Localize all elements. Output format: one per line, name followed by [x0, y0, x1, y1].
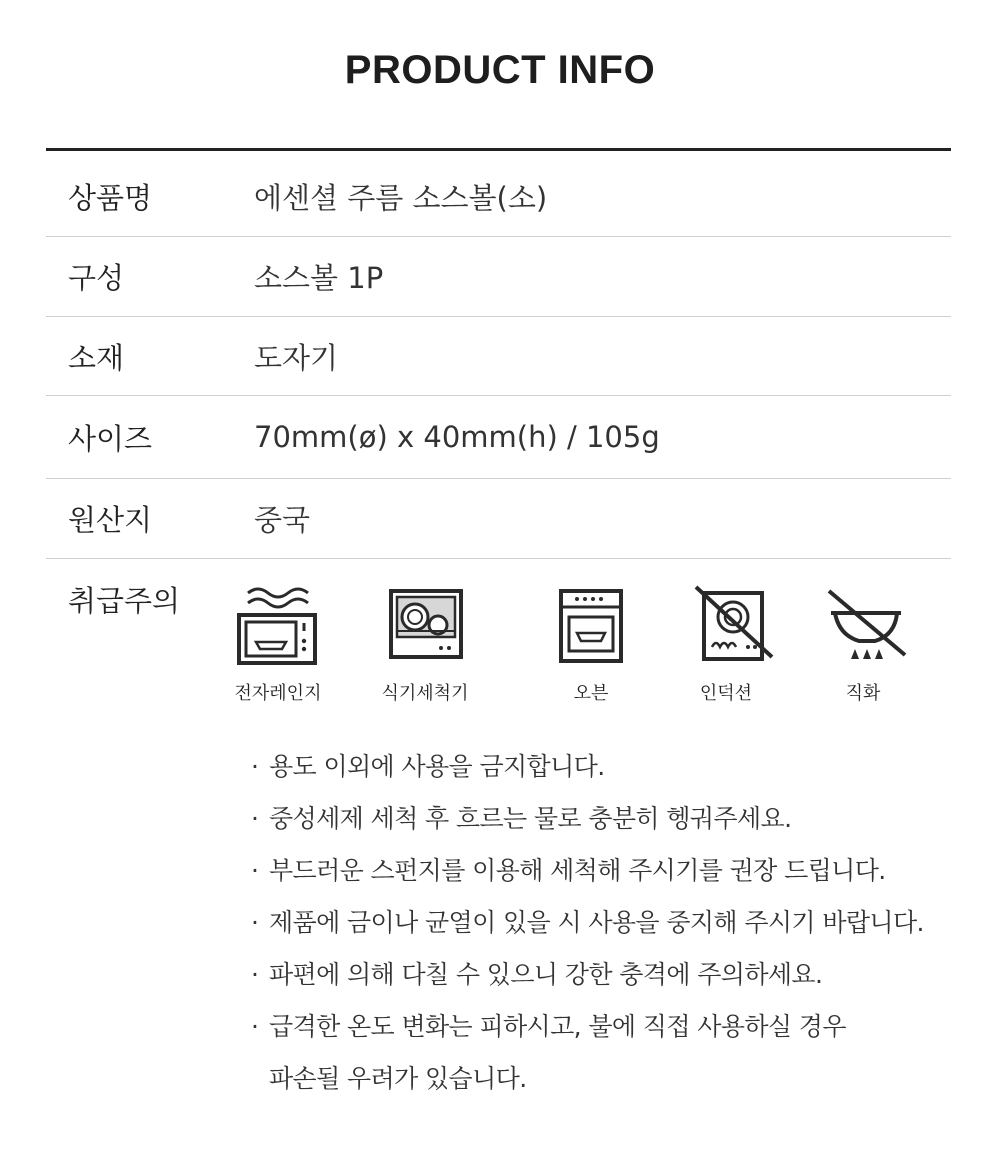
icon-direct-fire — [803, 585, 923, 705]
list-item: · 중성세제 세척 후 흐르는 물로 충분히 헹궈주세요. — [251, 793, 951, 845]
row-label: 원산지 — [68, 503, 153, 537]
row-size — [46, 396, 951, 479]
row-value: 70mm(ø) x 40mm(h) / 105g — [254, 420, 660, 454]
microwave-icon — [236, 585, 320, 669]
product-info-table — [46, 148, 951, 559]
row-composition — [46, 237, 951, 317]
icon-caption: 인덕션 — [699, 683, 753, 704]
row-material — [46, 317, 951, 396]
care-notes — [251, 741, 951, 1105]
row-value: 소스볼 1P — [254, 261, 384, 295]
icon-microwave — [218, 585, 338, 705]
row-label: 사이즈 — [68, 421, 153, 456]
bullet: · — [251, 1012, 259, 1041]
bullet: · — [251, 752, 259, 781]
row-value: 중국 — [254, 503, 311, 537]
icon-caption: 식기세척기 — [381, 683, 469, 704]
care-label: 취급주의 — [68, 584, 181, 618]
bullet: · — [251, 856, 259, 885]
list-item: · 급격한 온도 변화는 피하시고, 불에 직접 사용하실 경우 — [251, 1001, 951, 1053]
bullet: · — [251, 960, 259, 989]
dishwasher-icon — [383, 585, 467, 669]
row-origin — [46, 479, 951, 559]
list-item-continuation: 파손될 우려가 있습니다. — [269, 1064, 527, 1093]
bullet: · — [251, 908, 259, 937]
induction-icon — [678, 585, 774, 669]
row-value: 도자기 — [254, 340, 339, 375]
care-section — [46, 557, 951, 1117]
icon-oven — [531, 585, 651, 705]
list-item: · 제품에 금이나 균열이 있을 시 사용을 중지해 주시기 바랍니다. — [251, 897, 951, 949]
icon-caption: 직화 — [845, 683, 881, 704]
list-item: · 파편에 의해 다칠 수 있으니 강한 충격에 주의하세요. — [251, 949, 951, 1001]
direct-fire-icon — [815, 585, 911, 669]
list-item: · 용도 이외에 사용을 금지합니다. — [251, 741, 951, 793]
icon-induction — [666, 585, 786, 705]
row-label: 소재 — [68, 340, 125, 375]
row-label: 구성 — [68, 261, 125, 295]
icon-caption: 전자레인지 — [234, 683, 322, 704]
row-value: 에센셜 주름 소스볼(소) — [254, 181, 548, 215]
list-item: · 부드러운 스펀지를 이용해 세척해 주시기를 권장 드립니다. — [251, 845, 951, 897]
page-title: PRODUCT INFO — [344, 48, 656, 92]
row-label: 상품명 — [68, 181, 153, 215]
row-product-name — [46, 151, 951, 237]
icon-dishwasher — [365, 585, 485, 705]
bullet: · — [251, 804, 259, 833]
icon-caption: 오븐 — [573, 683, 609, 704]
oven-icon — [549, 585, 633, 669]
